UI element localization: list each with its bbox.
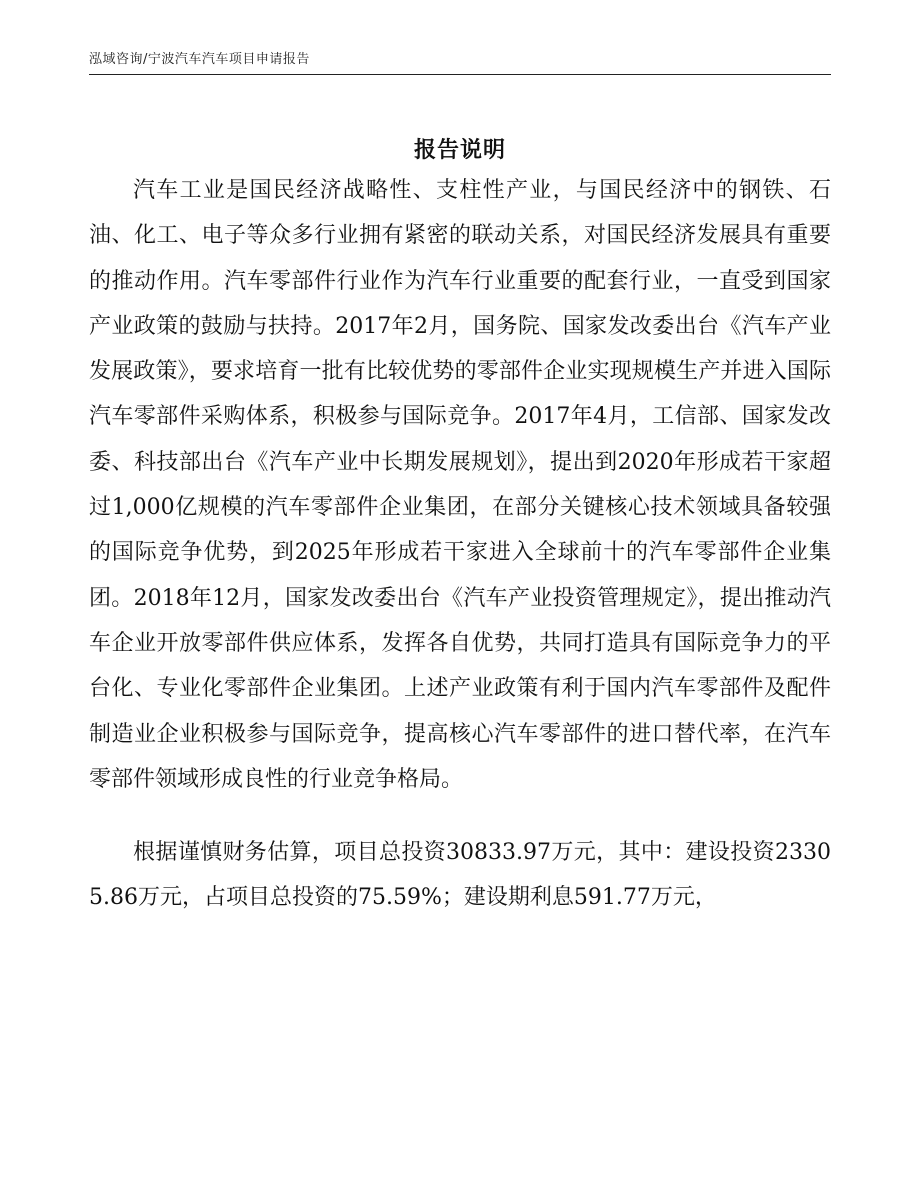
body-text: [89, 168, 831, 921]
paragraph-industry-overview: 汽车工业是国民经济战略性、支柱性产业，与国民经济中的钢铁、石油、化工、电子等众多行业拥有紧密的联动关系，对国民经济发展具有重要的推动作用。汽车零部件行业作为汽车行业重要的配套行业，一直受到国家产业政策的鼓励与扶持。2017年2月，国务院、国家发改委出台《汽车产业发展政策》，要求培育一批有比较优势的零部件企业实现规模生产并进入国际汽车零部件采购体系，积极参与国际竞争。2017年4月，工信部、国家发改委、科技部出台《汽车产业中长期发展规划》，提出到2020年形成若干家超过1,000亿规模的汽车零部件企业集团，在部分关键核心技术领域具备较强的国际竞争优势，到2025年形成若干家进入全球前十的汽车零部件企业集团。2018年12月，国家发改委出台《汽车产业投资管理规定》，提出推动汽车企业开放零部件供应体系，发挥各自优势，共同打造具有国际竞争力的平台化、专业化零部件企业集团。上述产业政策有利于国内汽车零部件及配件制造业企业积极参与国际竞争，提高核心汽车零部件的进口替代率，在汽车零部件领域形成良性的行业竞争格局。: [89, 178, 831, 792]
running-header: 泓域咨询/宁波汽车汽车项目申请报告: [89, 52, 310, 67]
header-divider: [89, 74, 831, 75]
page-title: 报告说明: [413, 137, 506, 163]
paragraph-investment-estimate: 根据谨慎财务估算，项目总投资30833.97万元，其中：建设投资23305.86万元，占项目总投资的75.59%；建设期利息591.77万元，: [89, 840, 831, 911]
